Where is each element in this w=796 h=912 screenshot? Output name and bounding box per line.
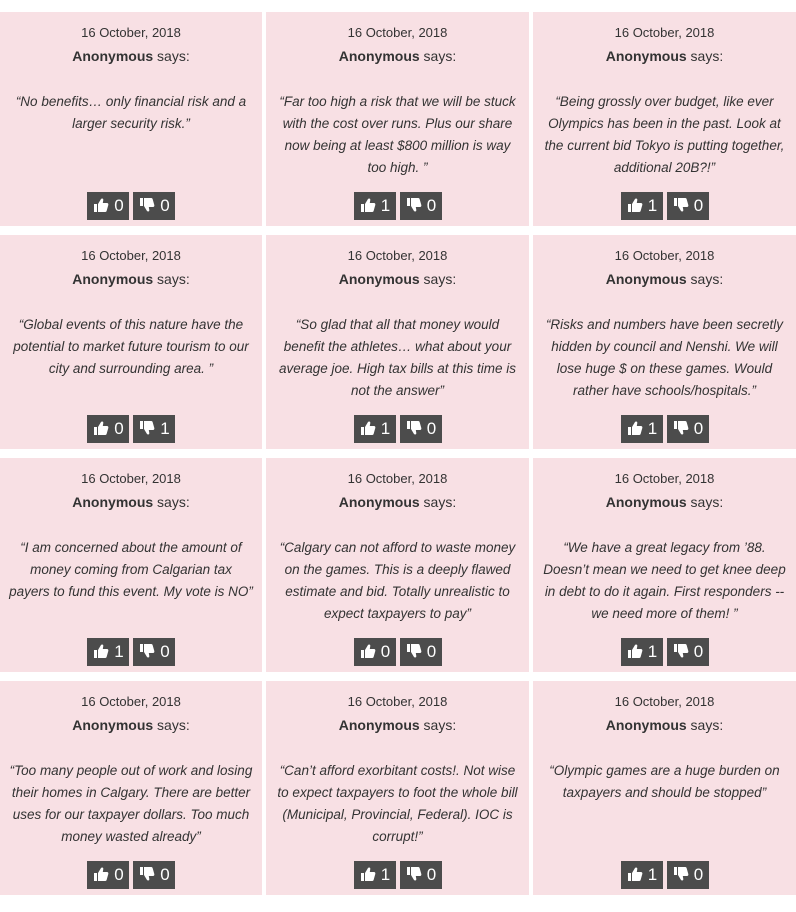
thumbs-up-button[interactable] — [87, 638, 129, 666]
thumbs-down-icon — [673, 420, 689, 436]
comment-date: 16 October, 2018 — [614, 471, 715, 486]
thumbs-up-button[interactable] — [354, 192, 396, 220]
thumbs-up-icon — [93, 643, 109, 659]
comment-date: 16 October, 2018 — [614, 248, 715, 263]
comment-author: Anonymous — [605, 271, 687, 287]
thumbs-down-count: 0 — [426, 196, 437, 215]
vote-buttons — [533, 192, 796, 220]
vote-buttons — [533, 861, 796, 889]
comment-author: Anonymous — [72, 494, 154, 510]
comment-card — [0, 12, 262, 226]
comment-card — [266, 12, 529, 226]
thumbs-down-icon — [139, 866, 155, 882]
comment-author-line — [0, 716, 262, 734]
comment-author: Anonymous — [72, 48, 154, 64]
comment-author-line — [0, 270, 262, 288]
vote-buttons — [266, 638, 529, 666]
thumbs-down-button[interactable] — [667, 415, 709, 443]
thumbs-down-button[interactable] — [667, 192, 709, 220]
comment-date: 16 October, 2018 — [81, 248, 181, 263]
vote-buttons — [0, 861, 262, 889]
thumbs-down-icon — [406, 197, 422, 213]
comment-says: says: — [157, 271, 190, 287]
comment-date: 16 October, 2018 — [81, 25, 181, 40]
comment-author-line — [533, 47, 796, 65]
comment-card — [533, 458, 796, 672]
comment-author-line — [533, 270, 796, 288]
comment-says: says: — [423, 271, 457, 287]
comment-card — [533, 681, 796, 895]
comment-text: “Risks and numbers have been secretly hidden by council and Nenshi. We will lose huge $ on these games. Would rather have schools/hospitals.” — [545, 317, 784, 398]
thumbs-down-icon — [673, 197, 689, 213]
thumbs-up-count: 0 — [114, 419, 124, 438]
comment-text: “We have a great legacy from ’88. Doesn’t mean we need to get knee deep in debt to do it again. First responders --we need more of them! ” — [543, 540, 786, 621]
vote-buttons — [266, 192, 529, 220]
thumbs-down-count: 0 — [693, 419, 704, 438]
comment-author-line — [266, 716, 529, 734]
comment-author-line — [266, 270, 529, 288]
thumbs-up-count: 1 — [114, 642, 124, 661]
thumbs-up-count: 1 — [647, 419, 658, 438]
thumbs-down-icon — [139, 643, 155, 659]
comment-card — [533, 235, 796, 449]
comment-card — [266, 681, 529, 895]
comment-date: 16 October, 2018 — [614, 694, 715, 709]
thumbs-down-count: 0 — [426, 419, 437, 438]
thumbs-up-icon — [360, 643, 376, 659]
thumbs-up-icon — [360, 197, 376, 213]
comment-text: “So glad that all that money would benefit the athletes… what about your average joe. High tax bills at this time is not the answer” — [278, 317, 517, 398]
comment-says: says: — [690, 48, 724, 64]
comment-author: Anonymous — [338, 717, 420, 733]
thumbs-up-button[interactable] — [354, 638, 396, 666]
thumbs-down-icon — [406, 643, 422, 659]
comment-text: “Far too high a risk that we will be stuck with the cost over runs. Plus our share now being at least $800 million is way too high. ” — [279, 94, 516, 175]
thumbs-down-icon — [673, 866, 689, 882]
thumbs-down-icon — [406, 866, 422, 882]
thumbs-up-count: 0 — [114, 196, 124, 215]
comment-says: says: — [690, 271, 724, 287]
comment-says: says: — [157, 494, 190, 510]
thumbs-down-count: 0 — [160, 865, 170, 884]
comment-text: “Can’t afford exorbitant costs!. Not wise to expect taxpayers to foot the whole bill (Municipal, Provincial, Federal). IOC is corrupt!” — [277, 763, 518, 844]
thumbs-up-icon — [627, 643, 643, 659]
vote-buttons — [533, 415, 796, 443]
comment-author-line — [533, 716, 796, 734]
comment-says: says: — [423, 48, 457, 64]
thumbs-down-count: 0 — [160, 196, 170, 215]
thumbs-up-icon — [360, 866, 376, 882]
comment-author: Anonymous — [72, 717, 154, 733]
comment-text: “Being grossly over budget, like ever Olympics has been in the past. Look at the current bid Tokyo is putting together, additional 20B?!” — [544, 94, 785, 175]
comment-text: “Calgary can not afford to waste money on the games. This is a deeply flawed estimate and bid. Totally unrealistic to expect taxpayers to pay” — [279, 540, 516, 621]
comment-author: Anonymous — [605, 48, 687, 64]
comment-date: 16 October, 2018 — [614, 25, 715, 40]
comment-author-line — [0, 47, 262, 65]
comment-text: “Too many people out of work and losing their homes in Calgary. There are better uses for our taxpayer dollars. Too much money wasted already” — [9, 763, 253, 844]
thumbs-down-button[interactable] — [400, 415, 442, 443]
comment-text: “Olympic games are a huge burden on taxpayers and should be stopped” — [549, 763, 780, 800]
thumbs-up-count: 0 — [114, 865, 124, 884]
thumbs-up-button[interactable] — [87, 192, 129, 220]
thumbs-up-button[interactable] — [621, 415, 663, 443]
comment-author-line — [266, 47, 529, 65]
comment-text: “I am concerned about the amount of money coming from Calgarian tax payers to fund this event. My vote is NO” — [9, 540, 253, 599]
thumbs-up-icon — [360, 420, 376, 436]
comment-author: Anonymous — [605, 717, 687, 733]
comment-author-line — [266, 493, 529, 511]
thumbs-down-button[interactable] — [133, 638, 175, 666]
thumbs-up-icon — [627, 197, 643, 213]
comment-says: says: — [690, 717, 724, 733]
thumbs-up-button[interactable] — [621, 638, 663, 666]
thumbs-up-icon — [627, 866, 643, 882]
comment-says: says: — [157, 48, 190, 64]
comment-says: says: — [690, 494, 724, 510]
thumbs-down-icon — [139, 420, 155, 436]
thumbs-down-button[interactable] — [667, 638, 709, 666]
vote-buttons — [266, 415, 529, 443]
comment-card — [266, 458, 529, 672]
vote-buttons — [0, 192, 262, 220]
thumbs-down-count: 0 — [426, 642, 437, 661]
vote-buttons — [533, 638, 796, 666]
comment-says: says: — [423, 717, 457, 733]
thumbs-up-button[interactable] — [87, 861, 129, 889]
thumbs-down-count: 0 — [693, 196, 704, 215]
thumbs-down-count: 0 — [160, 642, 170, 661]
thumbs-down-button[interactable] — [667, 861, 709, 889]
thumbs-down-button[interactable] — [133, 192, 175, 220]
thumbs-up-button[interactable] — [354, 415, 396, 443]
thumbs-down-button[interactable] — [133, 861, 175, 889]
comment-date: 16 October, 2018 — [347, 471, 448, 486]
comment-says: says: — [423, 494, 457, 510]
thumbs-down-button[interactable] — [400, 192, 442, 220]
thumbs-down-icon — [139, 197, 155, 213]
thumbs-up-button[interactable] — [354, 861, 396, 889]
comment-card — [0, 235, 262, 449]
thumbs-up-count: 1 — [647, 865, 658, 884]
comment-text: “Global events of this nature have the potential to market future tourism to our city and surrounding area. ” — [13, 317, 249, 376]
thumbs-up-icon — [627, 420, 643, 436]
thumbs-up-icon — [93, 420, 109, 436]
thumbs-up-button[interactable] — [621, 192, 663, 220]
thumbs-up-count: 1 — [647, 196, 658, 215]
thumbs-up-count: 1 — [380, 865, 391, 884]
comment-card — [0, 681, 262, 895]
thumbs-down-button[interactable] — [133, 415, 175, 443]
thumbs-up-button[interactable] — [87, 415, 129, 443]
thumbs-down-count: 0 — [693, 642, 704, 661]
comment-author: Anonymous — [338, 271, 420, 287]
comment-card — [0, 458, 262, 672]
thumbs-up-icon — [93, 866, 109, 882]
thumbs-down-icon — [406, 420, 422, 436]
thumbs-up-icon — [93, 197, 109, 213]
comment-author-line — [0, 493, 262, 511]
comment-date: 16 October, 2018 — [347, 25, 448, 40]
thumbs-up-count: 0 — [380, 642, 391, 661]
comment-card — [266, 235, 529, 449]
comment-date: 16 October, 2018 — [347, 248, 448, 263]
thumbs-up-count: 1 — [647, 642, 658, 661]
comment-card — [533, 12, 796, 226]
thumbs-up-count: 1 — [380, 196, 391, 215]
comment-author: Anonymous — [72, 271, 154, 287]
comment-author-line — [533, 493, 796, 511]
comment-text: “No benefits… only financial risk and a larger security risk.” — [15, 94, 247, 131]
comment-says: says: — [157, 717, 190, 733]
thumbs-down-count: 1 — [160, 419, 170, 438]
comment-author: Anonymous — [338, 494, 420, 510]
comment-date: 16 October, 2018 — [81, 471, 181, 486]
thumbs-up-count: 1 — [380, 419, 391, 438]
comment-date: 16 October, 2018 — [347, 694, 448, 709]
comment-date: 16 October, 2018 — [81, 694, 181, 709]
vote-buttons — [0, 638, 262, 666]
vote-buttons — [266, 861, 529, 889]
vote-buttons — [0, 415, 262, 443]
thumbs-down-button[interactable] — [400, 861, 442, 889]
thumbs-down-count: 0 — [693, 865, 704, 884]
thumbs-down-icon — [673, 643, 689, 659]
thumbs-down-count: 0 — [426, 865, 437, 884]
comment-author: Anonymous — [605, 494, 687, 510]
comment-author: Anonymous — [338, 48, 420, 64]
thumbs-up-button[interactable] — [621, 861, 663, 889]
thumbs-down-button[interactable] — [400, 638, 442, 666]
